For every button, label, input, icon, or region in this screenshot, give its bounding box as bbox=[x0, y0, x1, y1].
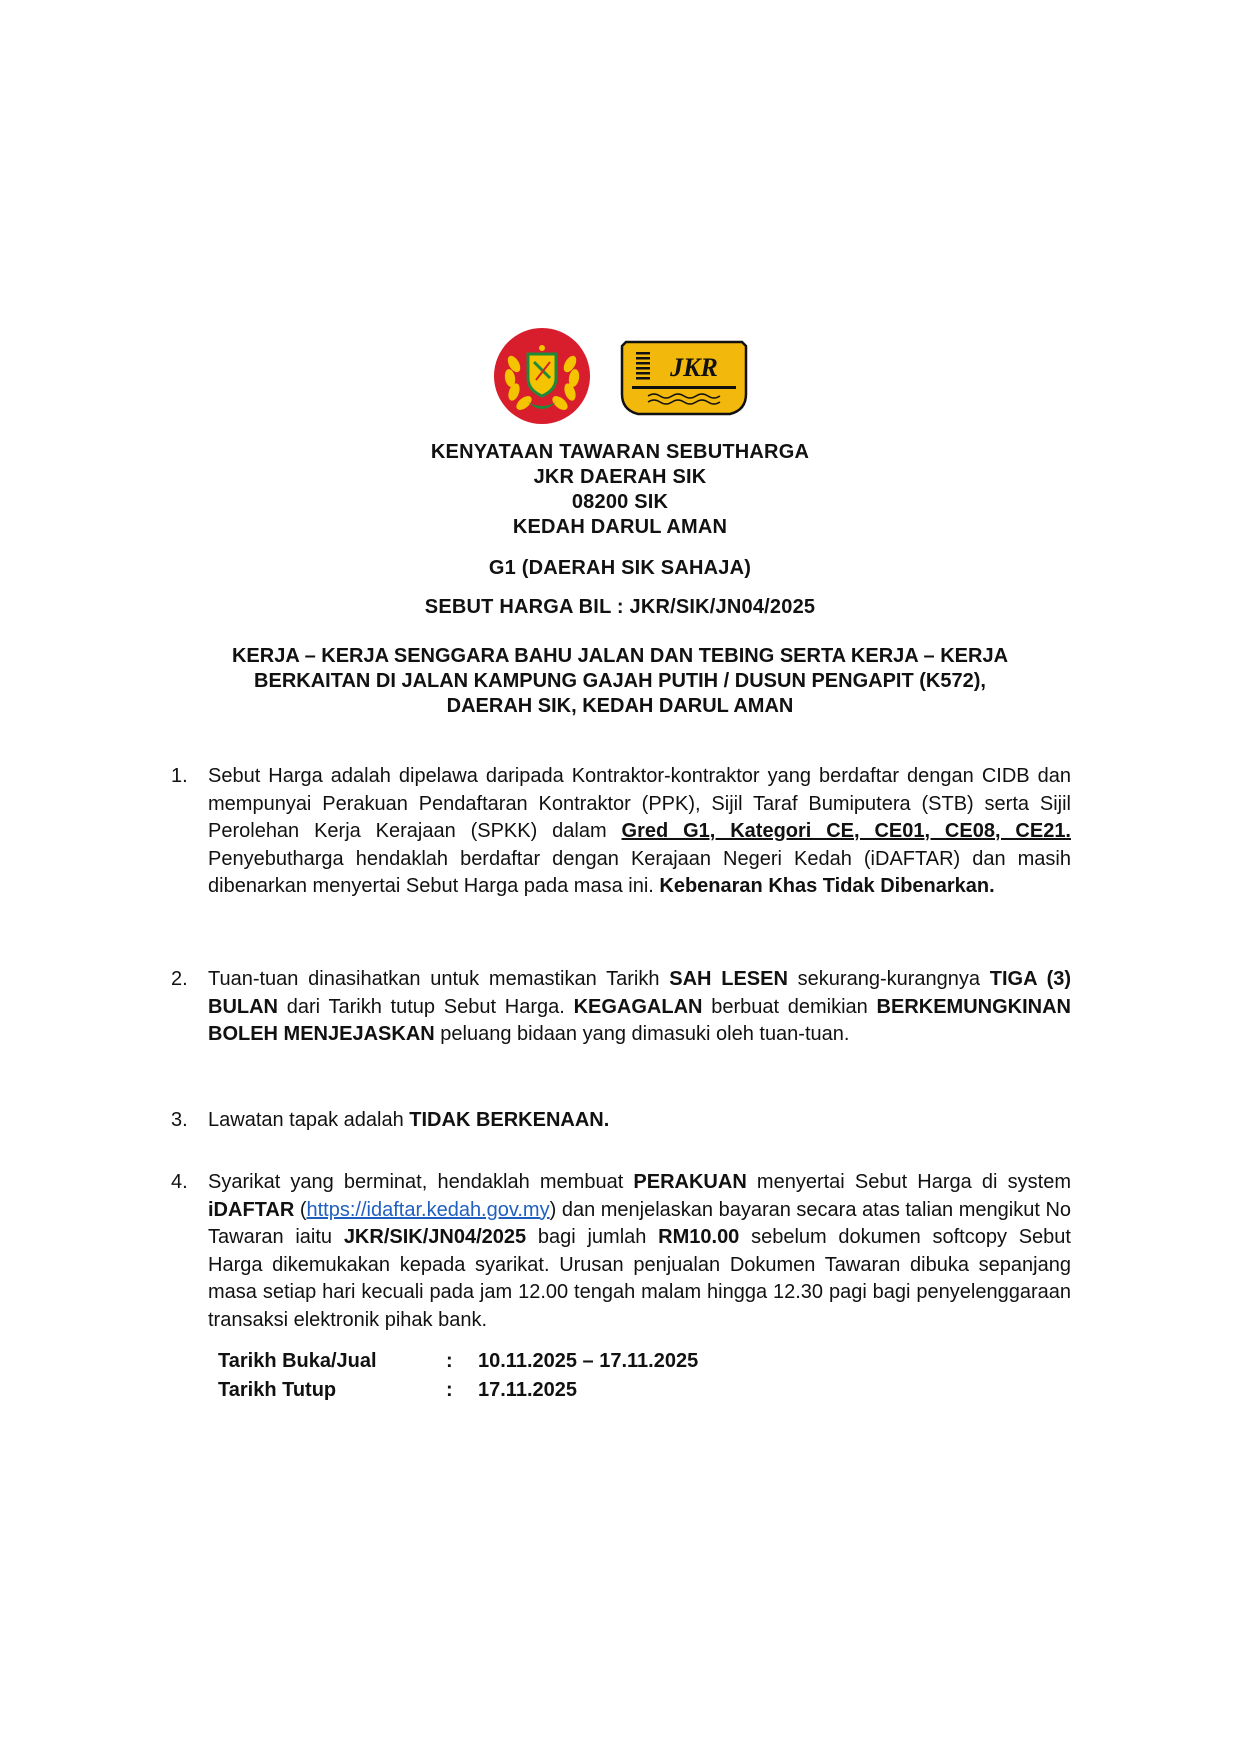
clause-number: 4. bbox=[171, 1171, 188, 1193]
clause-text-bold: iDAFTAR bbox=[208, 1198, 295, 1221]
kedah-state-crest-icon bbox=[492, 326, 592, 426]
clause-text-part: Syarikat yang berminat, hendaklah membuat bbox=[208, 1171, 634, 1193]
colon-separator: : bbox=[446, 1350, 453, 1372]
open-date-label: Tarikh Buka/Jual bbox=[218, 1350, 377, 1372]
clause-text-part: ( bbox=[294, 1198, 307, 1221]
clause-text-bold: KEGAGALAN bbox=[573, 995, 703, 1018]
close-date-label: Tarikh Tutup bbox=[218, 1379, 337, 1401]
jkr-logo-text: JKR bbox=[670, 353, 718, 382]
header-title: KENYATAAN TAWARAN SEBUTHARGA bbox=[430, 441, 810, 463]
clause-text-bold: SAH LESEN bbox=[669, 968, 788, 990]
clause-text bbox=[208, 966, 1071, 1049]
clause-text-part: ) dan menjelaskan bayaran secara atas talian mengikut No Tawaran iaitu bbox=[208, 1198, 1072, 1248]
clause-1 bbox=[171, 763, 1071, 901]
jkr-logo-icon bbox=[618, 338, 750, 418]
clause-text-part: Tuan-tuan dinasihatkan untuk memastikan Tarikh bbox=[208, 968, 670, 990]
clause-2 bbox=[171, 966, 1071, 1049]
header-office: JKR DAERAH SIK bbox=[533, 466, 707, 488]
grade-category-text: Gred G1, Kategori CE, CE01, CE08, CE21. bbox=[621, 820, 1071, 842]
clause-text-part: Penyebutharga hendaklah berdaftar dengan Kerajaan Negeri Kedah (iDAFTAR) dan masih dibenarkan menyertai Sebut Harga pada masa ini. bbox=[208, 847, 1071, 897]
clause-text bbox=[208, 1169, 1071, 1334]
clause-text-part: menyertai Sebut Harga di system bbox=[746, 1171, 1071, 1193]
close-date-value: 17.11.2025 bbox=[478, 1379, 577, 1401]
clause-4 bbox=[171, 1169, 1071, 1334]
colon-separator: : bbox=[446, 1379, 453, 1401]
clause-text-part: dari Tarikh tutup Sebut Harga. bbox=[278, 995, 574, 1018]
work-title bbox=[150, 644, 1090, 719]
logo-bar bbox=[0, 326, 1240, 426]
clause-text-bold: TIDAK BERKENAAN. bbox=[409, 1109, 610, 1131]
work-title-line: BERKAITAN DI JALAN KAMPUNG GAJAH PUTIH / DUSUN PENGAPIT (K572), bbox=[254, 670, 986, 692]
clause-text-part: berbuat demikian bbox=[702, 995, 877, 1018]
document-header bbox=[0, 440, 1240, 620]
special-permission-note: Kebenaran Khas Tidak Dibenarkan. bbox=[659, 875, 995, 897]
clause-3 bbox=[171, 1107, 1071, 1135]
header-grade: G1 (DAERAH SIK SAHAJA) bbox=[488, 557, 752, 579]
work-title-line: KERJA – KERJA SENGGARA BAHU JALAN DAN TEBING SERTA KERJA – KERJA bbox=[231, 645, 1009, 667]
idaftar-link[interactable]: https://idaftar.kedah.gov.my bbox=[306, 1198, 550, 1221]
header-reference: SEBUT HARGA BIL : JKR/SIK/JN04/2025 bbox=[424, 596, 816, 618]
clause-text-bold: TIGA (3) BULAN bbox=[208, 968, 1072, 1018]
clause-text-bold: BERKEMUNGKINAN BOLEH MENJEJASKAN bbox=[208, 995, 1071, 1045]
clause-text bbox=[208, 1107, 1071, 1135]
clause-text-part: sebelum dokumen softcopy Sebut Harga dikemukakan kepada syarikat. Urusan penjualan Dokumen Tawaran dibuka sepanjang masa setiap hari kecuali pada jam 12.00 tengah malam hingga 12.30 pagi bagi penyelenggaraan transaksi elektronik pihak bank. bbox=[208, 1226, 1071, 1331]
open-date-value: 10.11.2025 – 17.11.2025 bbox=[478, 1350, 699, 1372]
clause-text-part: peluang bidaan yang dimasuki oleh tuan-tuan. bbox=[434, 1023, 850, 1045]
fee-amount: RM10.00 bbox=[658, 1226, 740, 1248]
clause-text-bold: PERAKUAN bbox=[633, 1171, 747, 1193]
tender-number: JKR/SIK/JN04/2025 bbox=[343, 1226, 527, 1248]
clause-text-part: bagi jumlah bbox=[526, 1226, 659, 1248]
clause-text bbox=[208, 763, 1071, 901]
header-postcode: 08200 SIK bbox=[571, 491, 669, 513]
clause-number: 1. bbox=[171, 765, 188, 787]
header-state: KEDAH DARUL AMAN bbox=[512, 516, 728, 538]
clause-text-part: Lawatan tapak adalah bbox=[208, 1109, 410, 1131]
clause-number: 2. bbox=[171, 968, 188, 990]
clause-text-part: Sebut Harga adalah dipelawa daripada Kontraktor-kontraktor yang berdaftar dengan CIDB dan mempunyai Perakuan Pendaftaran Kontraktor (PPK), Sijil Taraf Bumiputera (STB) serta Sijil Perolehan Kerja Kerajaan (SPKK) dalam bbox=[208, 765, 1071, 842]
work-title-line: DAERAH SIK, KEDAH DARUL AMAN bbox=[446, 695, 794, 717]
clause-number: 3. bbox=[171, 1109, 188, 1131]
clause-text-part: sekurang-kurangnya bbox=[787, 968, 990, 990]
